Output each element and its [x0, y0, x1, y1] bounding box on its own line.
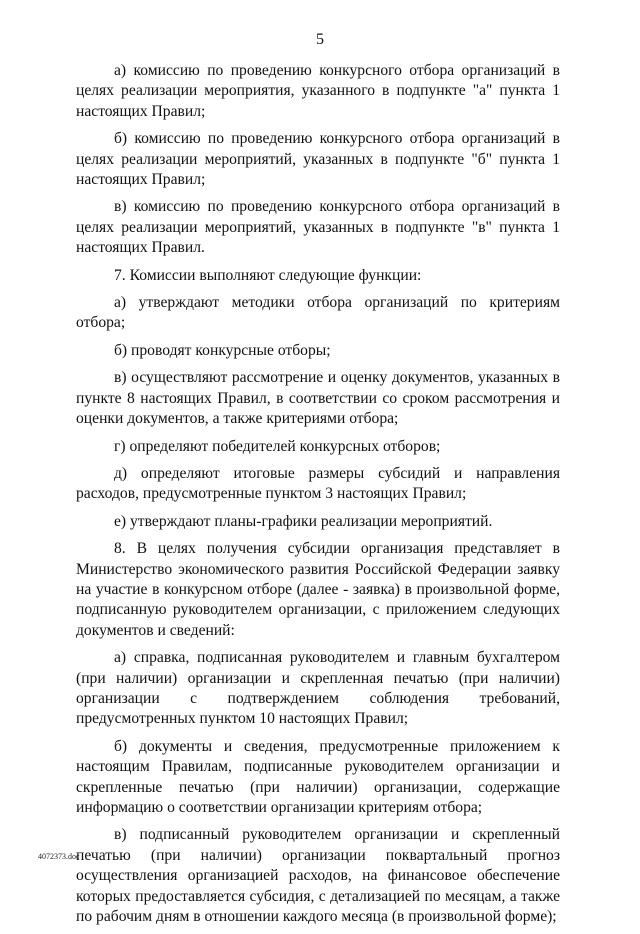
paragraph-section-7-heading: 7. Комиссии выполняют следующие функции:: [114, 266, 422, 284]
paragraph-function-d: д) определяют итоговые размеры субсидий и направления расходов, предусмотренные пунктом 3 настоящих Правил;: [76, 464, 560, 503]
paragraph-section-8: 8. В целях получения субсидии организация представляет в Министерство экономического развития Российской Федерации заявку на участие в конкурсном отборе (далее - заявка) в произвольной форме, подписанную руководителем организации, с приложением следующих документов и сведений:: [76, 540, 560, 639]
paragraph-document-a: а) справка, подписанная руководителем и главным бухгалтером (при наличии) организации и скрепленная печатью (при наличии) организации с подтверждением соблюдения требований, предусмотренных пунктом 10 настоящих Правил;: [76, 649, 560, 728]
paragraph-document-v: в) подписанный руководителем организации и скрепленный печатью (при наличии) организации поквартальный прогноз осуществления организацией расходов, на финансовое обеспечение которых предоставляется субсидия, с детализацией по месяцам, а также по рабочим дням в отношении каждого месяца (в произвольной форме);: [76, 826, 560, 926]
document-body: [76, 61, 560, 934]
paragraph-function-b: б) проводят конкурсные отборы;: [114, 341, 331, 359]
paragraph-function-e: е) утверждают планы-графики реализации мероприятий.: [114, 512, 493, 530]
paragraph-commission-v: в) комиссию по проведению конкурсного отбора организаций в целях реализации мероприятий, указанных в подпункте "в" пункта 1 настоящих Правил.: [76, 198, 560, 257]
file-name-footer: 4072373.doc: [38, 852, 80, 861]
paragraph-document-b: б) документы и сведения, предусмотренные приложением к настоящим Правилам, подписанные руководителем организации и скрепленные печатью (при наличии) организации, содержащие информацию о соответствии организации критериям отбора;: [76, 737, 560, 816]
paragraph-function-v: в) осуществляют рассмотрение и оценку документов, указанных в пункте 8 настоящих Правил, в соответствии со сроком рассмотрения и оценки документов, а также критериями отбора;: [76, 369, 560, 428]
paragraph-commission-b: б) комиссию по проведению конкурсного отбора организаций в целях реализации мероприятий, указанных в подпункте "б" пункта 1 настоящих Правил;: [76, 130, 560, 189]
page-number: 5: [316, 31, 324, 48]
paragraph-commission-a: а) комиссию по проведению конкурсного отбора организаций в целях реализации мероприятия, указанного в подпункте "а" пункта 1 настоящих Правил;: [76, 62, 560, 120]
paragraph-function-g: г) определяют победителей конкурсных отборов;: [114, 437, 441, 455]
paragraph-function-a: а) утверждают методики отбора организаций по критериям отбора;: [76, 294, 560, 332]
